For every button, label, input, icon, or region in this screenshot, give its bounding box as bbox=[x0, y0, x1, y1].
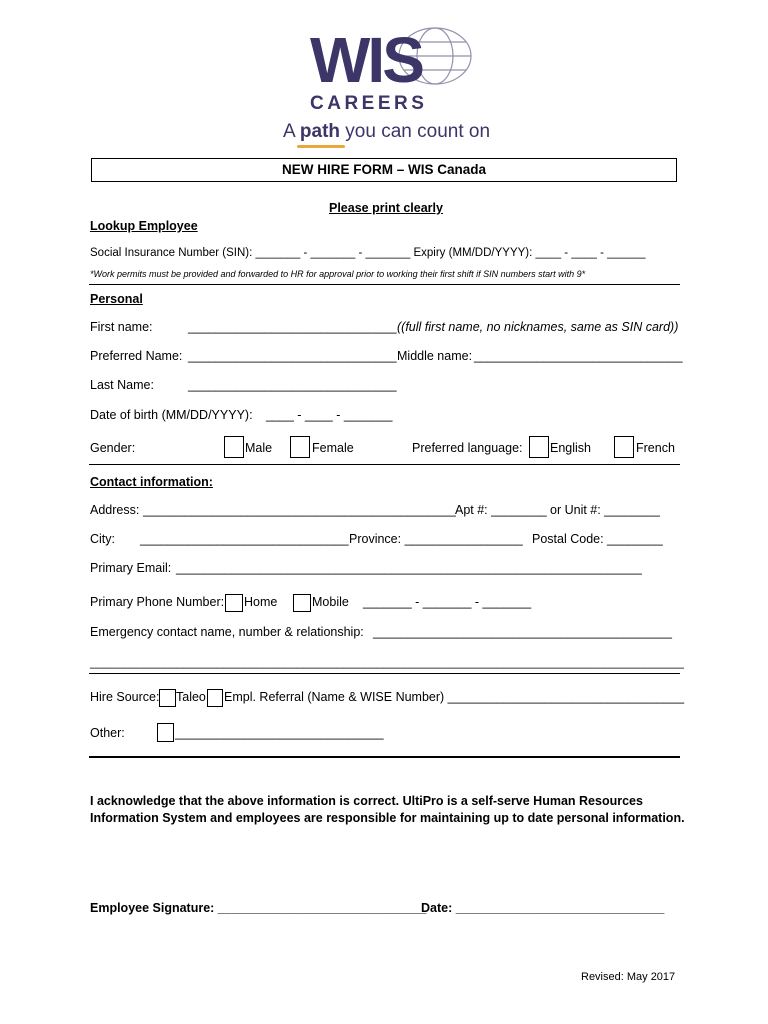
first-name-note: ((full first name, no nicknames, same as SIN card)) bbox=[397, 320, 679, 334]
revised-date: Revised: May 2017 bbox=[581, 971, 676, 983]
work-permit-note: *Work permits must be provided and forwarded to HR for approval prior to working their first shift if SIN numbers start with 9* bbox=[90, 269, 586, 279]
other-field[interactable]: ______________________________ bbox=[175, 726, 384, 740]
last-name-field[interactable]: ______________________________ bbox=[188, 378, 397, 392]
date-field[interactable]: Date: ______________________________ bbox=[421, 901, 665, 915]
male-label: Male bbox=[245, 441, 273, 455]
first-name-label: First name: bbox=[90, 320, 153, 334]
tagline-rest: you can count on bbox=[345, 121, 491, 142]
preferred-language-label: Preferred language: bbox=[412, 441, 523, 455]
last-name-label: Last Name: bbox=[90, 378, 154, 392]
mobile-phone-checkbox[interactable] bbox=[293, 594, 311, 612]
tagline-path: path bbox=[299, 121, 341, 142]
phone-field[interactable]: _______ - _______ - _______ bbox=[363, 595, 532, 609]
logo-tagline bbox=[283, 121, 490, 143]
referral-checkbox[interactable] bbox=[207, 689, 223, 707]
address-label: Address: bbox=[90, 503, 140, 517]
divider bbox=[89, 284, 680, 285]
home-phone-checkbox[interactable] bbox=[225, 594, 243, 612]
dob-field[interactable]: ____ - ____ - _______ bbox=[266, 408, 393, 422]
english-checkbox[interactable] bbox=[529, 436, 549, 458]
acknowledgement-line-2: Information System and employees are responsible for maintaining up to date personal information. bbox=[90, 811, 685, 825]
emergency-contact-field[interactable]: ___________________________________________ bbox=[373, 625, 672, 639]
apt-field[interactable]: Apt #: ________ bbox=[455, 503, 547, 517]
emergency-contact-field-2[interactable]: _________________________________________________________________________________________ bbox=[90, 655, 684, 669]
logo-careers: CAREERS bbox=[310, 93, 428, 114]
preferred-name-label: Preferred Name: bbox=[90, 349, 183, 363]
taleo-label: Taleo bbox=[176, 690, 206, 704]
phone-label: Primary Phone Number: bbox=[90, 595, 225, 609]
mobile-phone-label: Mobile bbox=[312, 595, 349, 609]
unit-field[interactable]: or Unit #: ________ bbox=[550, 503, 660, 517]
home-phone-label: Home bbox=[244, 595, 278, 609]
divider bbox=[89, 756, 680, 758]
city-label: City: bbox=[90, 532, 115, 546]
tagline-swoosh bbox=[297, 145, 345, 148]
contact-header: Contact information: bbox=[90, 475, 213, 489]
middle-name-field[interactable]: ______________________________ bbox=[474, 349, 683, 363]
emergency-contact-label: Emergency contact name, number & relationship: bbox=[90, 625, 364, 639]
sin-field[interactable]: Social Insurance Number (SIN): _______ - _______ - _______ Expiry (MM/DD/YYYY): ____ - ____ - ______ bbox=[90, 247, 646, 259]
referral-field[interactable]: Empl. Referral (Name & WISE Number) __________________________________ bbox=[224, 690, 685, 704]
french-label: French bbox=[636, 441, 675, 455]
province-field[interactable]: Province: _________________ bbox=[349, 532, 523, 546]
employee-signature-field[interactable]: Employee Signature: ______________________________ bbox=[90, 901, 427, 915]
hire-source-label: Hire Source: bbox=[90, 690, 160, 704]
first-name-note-text: (full first name, no nicknames, same as SIN card) bbox=[401, 320, 675, 334]
postal-code-field[interactable]: Postal Code: ________ bbox=[532, 532, 663, 546]
tagline-a: A bbox=[283, 121, 295, 142]
french-checkbox[interactable] bbox=[614, 436, 634, 458]
female-label: Female bbox=[312, 441, 354, 455]
preferred-name-field[interactable]: ______________________________ bbox=[188, 349, 397, 363]
taleo-checkbox[interactable] bbox=[159, 689, 176, 707]
other-checkbox[interactable] bbox=[157, 723, 174, 742]
lookup-employee-header: Lookup Employee bbox=[90, 219, 198, 233]
other-label: Other: bbox=[90, 726, 125, 740]
acknowledgement-line-1: I acknowledge that the above information is correct. UltiPro is a self-serve Human Resources bbox=[90, 794, 643, 808]
city-field[interactable]: ______________________________ bbox=[140, 532, 349, 546]
first-name-field[interactable]: ______________________________ bbox=[188, 320, 397, 334]
logo-wordmark: WIS bbox=[310, 24, 422, 96]
divider bbox=[89, 673, 680, 674]
gender-label: Gender: bbox=[90, 441, 136, 455]
form-title: NEW HIRE FORM – WIS Canada bbox=[91, 158, 677, 182]
personal-header: Personal bbox=[90, 292, 143, 306]
male-checkbox[interactable] bbox=[224, 436, 244, 458]
english-label: English bbox=[550, 441, 591, 455]
female-checkbox[interactable] bbox=[290, 436, 310, 458]
email-field[interactable]: ___________________________________________________________________ bbox=[176, 561, 642, 575]
divider bbox=[89, 464, 680, 465]
middle-name-label: Middle name: bbox=[397, 349, 473, 363]
email-label: Primary Email: bbox=[90, 561, 172, 575]
address-field[interactable]: _____________________________________________ bbox=[143, 503, 456, 517]
print-clearly-note: Please print clearly bbox=[329, 201, 443, 215]
dob-label: Date of birth (MM/DD/YYYY): bbox=[90, 408, 253, 422]
